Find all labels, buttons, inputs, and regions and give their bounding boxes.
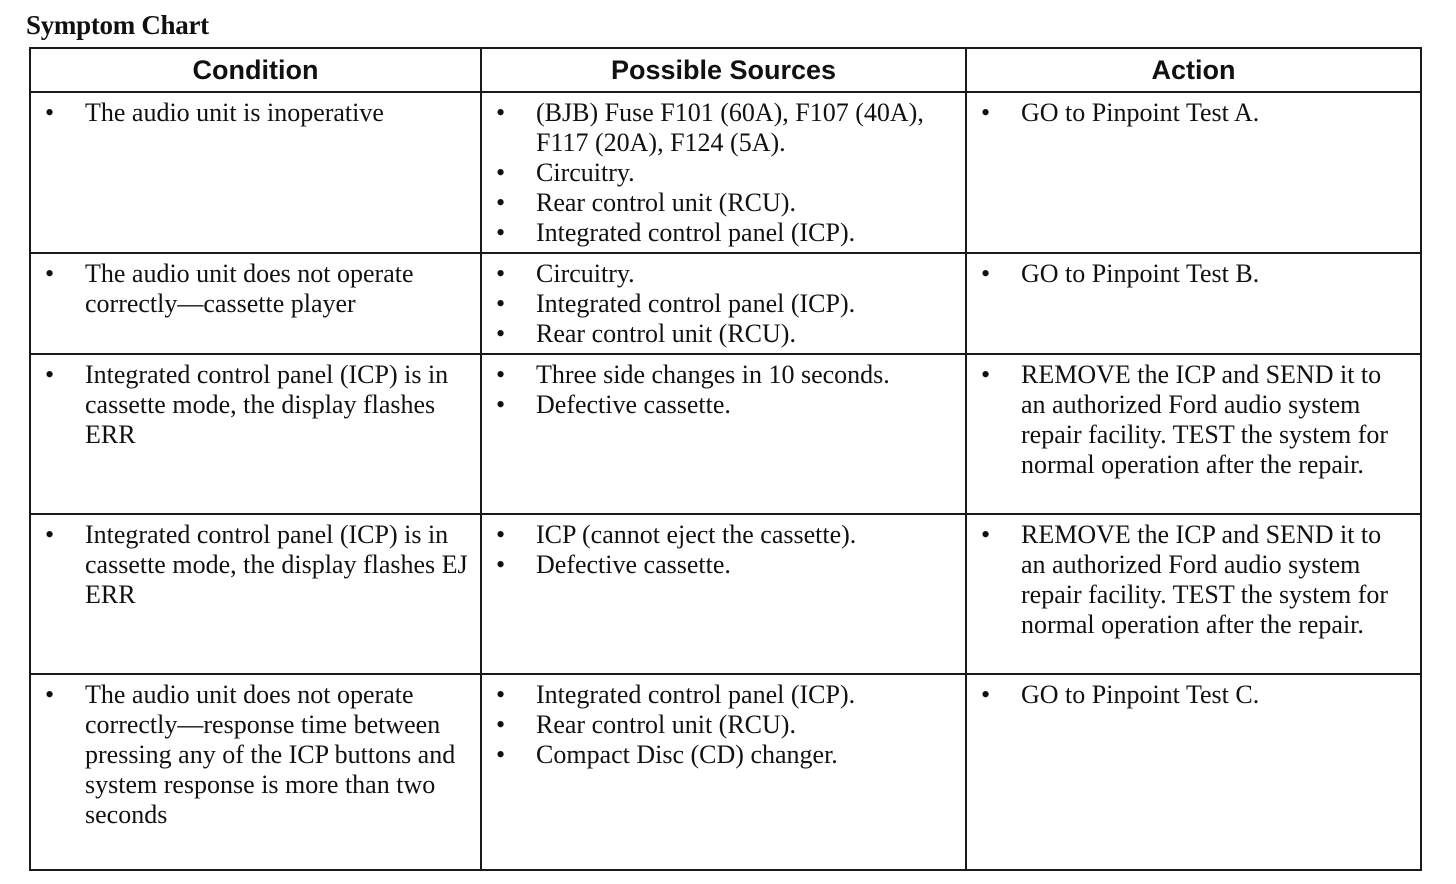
sources-cell <box>481 674 966 870</box>
condition-cell <box>30 514 481 674</box>
list-item: • Circuitry. <box>490 259 957 289</box>
action-cell <box>966 514 1421 674</box>
list-item: • Integrated control panel (ICP). <box>490 289 957 319</box>
sources-cell <box>481 354 966 514</box>
list-item: • Integrated control panel (ICP) is in cassette mode, the display flashes ERR <box>39 360 472 450</box>
column-header-possible-sources: Possible Sources <box>481 48 966 92</box>
action-cell <box>966 253 1421 354</box>
list-item: • The audio unit does not operate correctly—response time between pressing any of the ICP buttons and system response is more than two seconds <box>39 680 472 830</box>
list-item: • Rear control unit (RCU). <box>490 319 957 349</box>
list-item: • Rear control unit (RCU). <box>490 710 957 740</box>
table-row <box>30 514 1421 674</box>
list-item: • The audio unit does not operate correctly—cassette player <box>39 259 472 319</box>
table-row <box>30 92 1421 253</box>
action-cell <box>966 354 1421 514</box>
table-row <box>30 253 1421 354</box>
table-row <box>30 674 1421 870</box>
column-header-action: Action <box>966 48 1421 92</box>
condition-cell <box>30 92 481 253</box>
list-item: • GO to Pinpoint Test A. <box>975 98 1412 128</box>
action-cell <box>966 674 1421 870</box>
list-item: • Integrated control panel (ICP). <box>490 218 957 248</box>
symptom-chart-table <box>29 47 1422 871</box>
sources-cell <box>481 92 966 253</box>
list-item: • ICP (cannot eject the cassette). <box>490 520 957 550</box>
condition-cell <box>30 354 481 514</box>
list-item: • GO to Pinpoint Test B. <box>975 259 1412 289</box>
sources-cell <box>481 253 966 354</box>
list-item: • Defective cassette. <box>490 550 957 580</box>
header-row <box>30 48 1421 92</box>
sources-cell <box>481 514 966 674</box>
list-item: • (BJB) Fuse F101 (60A), F107 (40A), F117 (20A), F124 (5A). <box>490 98 957 158</box>
list-item: • The audio unit is inoperative <box>39 98 472 128</box>
list-item: • Three side changes in 10 seconds. <box>490 360 957 390</box>
list-item: • Rear control unit (RCU). <box>490 188 957 218</box>
list-item: • REMOVE the ICP and SEND it to an authorized Ford audio system repair facility. TEST the system for normal operation after the repair. <box>975 520 1412 640</box>
list-item: • Circuitry. <box>490 158 957 188</box>
page-title: Symptom Chart <box>26 10 209 40</box>
list-item: • Compact Disc (CD) changer. <box>490 740 957 770</box>
table-row <box>30 354 1421 514</box>
column-header-condition: Condition <box>30 48 481 92</box>
list-item: • Integrated control panel (ICP). <box>490 680 957 710</box>
list-item: • Integrated control panel (ICP) is in cassette mode, the display flashes EJ ERR <box>39 520 472 610</box>
list-item: • GO to Pinpoint Test C. <box>975 680 1412 710</box>
list-item: • Defective cassette. <box>490 390 957 420</box>
condition-cell <box>30 674 481 870</box>
list-item: • REMOVE the ICP and SEND it to an authorized Ford audio system repair facility. TEST the system for normal operation after the repair. <box>975 360 1412 480</box>
action-cell <box>966 92 1421 253</box>
condition-cell <box>30 253 481 354</box>
